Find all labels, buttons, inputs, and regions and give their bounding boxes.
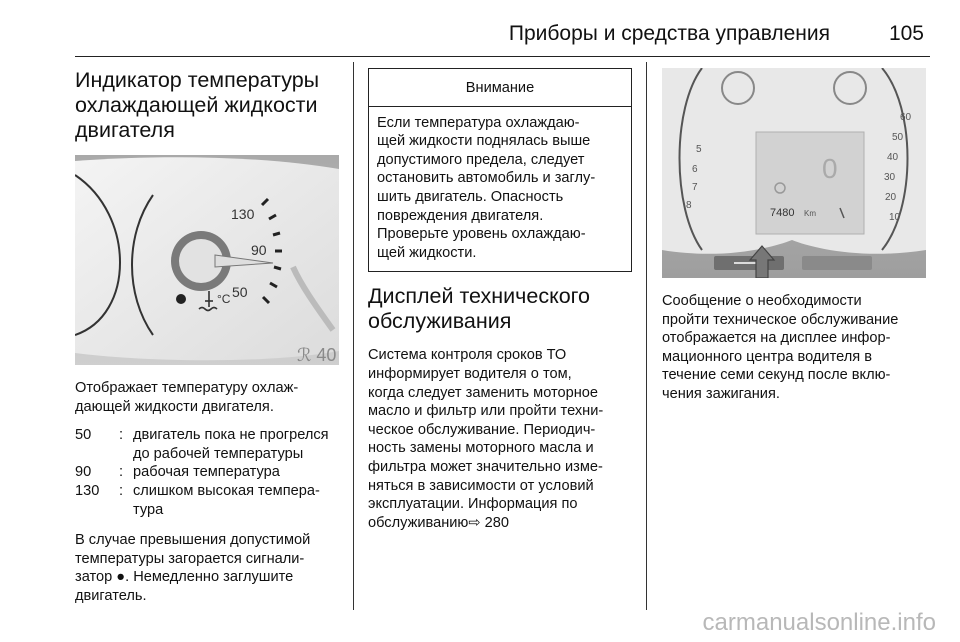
- column-divider-1: [353, 62, 354, 610]
- digital-speed: 0: [822, 153, 838, 184]
- svg-text:40: 40: [887, 152, 899, 163]
- list-item: 130 : слишком высокая темпера- тура: [75, 482, 320, 518]
- warning-box: [368, 68, 632, 272]
- list-item: 90 : рабочая температура: [75, 464, 280, 481]
- header-rule: [75, 56, 930, 57]
- service-paragraph: Система контроля сроков ТО информирует водителя о том, когда следует заменить моторное масло и фильтр или пройти техни- ческое обслуживание. Периодич- ность замены моторного масла и фильтра может значительно изме- няться в зависимости от условий эксплуатации. Информация по обслуживанию⇨ 280: [368, 347, 604, 531]
- temperature-list: [75, 426, 343, 519]
- odometer-unit: Km: [804, 209, 816, 218]
- coolant-gauge-figure: [75, 155, 339, 365]
- column-service: [368, 68, 632, 542]
- overheat-paragraph: В случае превышения допустимой температуры загорается сигнали- затор ●. Немедленно заглушите двигатель.: [75, 532, 311, 604]
- unit-label: °C: [217, 292, 231, 306]
- page-number: 105: [888, 22, 924, 45]
- instrument-cluster-figure: [662, 68, 926, 278]
- svg-text:6: 6: [692, 164, 698, 175]
- coolant-description: Отображает температуру охлаж- дающей жидкости двигателя.: [75, 380, 299, 415]
- gauge-label-90: 90: [251, 242, 267, 258]
- svg-text:5: 5: [696, 144, 702, 155]
- steering-button-right: [802, 256, 872, 270]
- figure-corner-text: ℛ 40: [297, 345, 337, 365]
- svg-text:30: 30: [884, 172, 896, 183]
- column-coolant: [75, 68, 343, 616]
- warning-title: Внимание: [369, 69, 631, 107]
- svg-text:50: 50: [892, 132, 904, 143]
- gauge-label-50: 50: [232, 284, 248, 300]
- svg-text:60: 60: [900, 112, 912, 123]
- page-header: [75, 22, 930, 62]
- column-service-display: [662, 68, 926, 414]
- svg-text:20: 20: [885, 192, 897, 203]
- section-title: Приборы и средства управления: [508, 22, 830, 45]
- column-divider-2: [646, 62, 647, 610]
- svg-text:8: 8: [686, 200, 692, 211]
- coolant-heading: Индикатор температуры охлаждающей жидкости двигателя: [75, 68, 320, 142]
- watermark: carmanualsonline.info: [702, 609, 936, 636]
- service-message-paragraph: Сообщение о необходимости пройти техническое обслуживание отображается на дисплее инфор- мационного центра водителя в течение семи секунд после вклю- чения зажигания.: [662, 293, 899, 402]
- warning-text: Если температура охлаждаю- щей жидкости поднялась выше допустимого предела, следует остановить автомобиль и заглу- шить двигатель. Опасность повреждения двигателя. Проверьте уровень охлаждаю- щей жидкости.: [377, 114, 596, 261]
- svg-text:10: 10: [889, 212, 901, 223]
- service-display-heading: Дисплей технического обслуживания: [368, 284, 591, 334]
- gauge-label-130: 130: [231, 206, 255, 222]
- warning-dot-icon: [176, 294, 186, 304]
- list-item: 50 : двигатель пока не прогрелся до рабочей температуры: [75, 427, 329, 462]
- odometer-value: 7480: [770, 207, 795, 219]
- svg-text:7: 7: [692, 182, 698, 193]
